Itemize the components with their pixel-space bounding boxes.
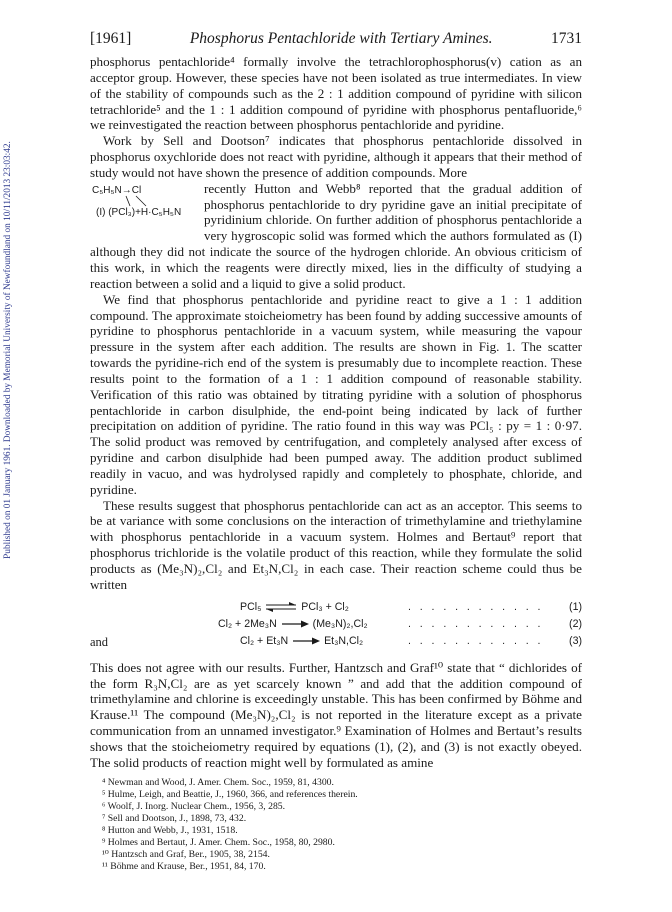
- header-page-number: 1731: [550, 30, 582, 47]
- equation-1: [90, 601, 582, 618]
- equation-3: [90, 635, 582, 652]
- reaction-arrow-icon: [291, 636, 321, 646]
- equation-2-left: Cl₂ + 2Me₃N: [218, 617, 277, 630]
- reference-item: ⁹ Holmes and Bertaut, J. Amer. Chem. Soc., 1958, 80, 2980.: [102, 836, 335, 848]
- structure-figure-I: [90, 181, 200, 243]
- structure-line-1: C₅H₅N→Cl: [92, 184, 142, 196]
- equation-2-number: (2): [569, 617, 582, 630]
- equation-2-right: (Me₃N)₂,Cl₂: [312, 617, 368, 630]
- reference-item: ⁸ Hutton and Webb, J., 1931, 1518.: [102, 824, 238, 836]
- equation-2-expression: [218, 618, 368, 630]
- leader-dots: . . . . . . . . . . . .: [408, 634, 541, 647]
- equation-3-left: Cl₂ + Et₃N: [240, 634, 289, 647]
- equation-1-left: PCl₅: [240, 600, 262, 613]
- header-year: [1961]: [90, 30, 132, 47]
- download-watermark-text: Published on 01 January 1961. Downloaded by Memorial University of Newfoundland on 10/11/2013 23:03:42.: [3, 141, 13, 559]
- download-watermark: [2, 110, 14, 590]
- equation-1-expression: [240, 601, 349, 613]
- paragraph-4: These results suggest that phosphorus pentachloride can act as an acceptor. This seems to be at variance with some conclusions on the interaction of trimethylamine and triethylamine with phosphorus pentachloride in a vacuum system. Holmes and Bertaut⁹ report that phosphorus trichloride is the volatile product of this reaction, while they formulate the solid products as (Me₃N)₂,Cl₂ and Et₃N,Cl₂ in each case. Their reaction scheme could thus be written: [90, 497, 582, 592]
- paragraph-2b: recently Hutton and Webb⁸ reported that the gradual addition of phosphorus pentachloride to dry pyridine gave an initial precipitate of pyridinium chloride. On further addition of phosphorus pentachloride a very hygroscopic solid was formed which the authors formulated as (I) although they did not indicate the source of the hydrogen chloride. An obvious criticism of this work, in which the reagents were directly mixed, lies in the difficulty of studying a reaction between a solid and a liquid to give a solid product.: [90, 180, 582, 291]
- reference-item: ¹¹ Böhme and Krause, Ber., 1951, 84, 170.: [102, 860, 266, 872]
- article-body: [90, 54, 582, 873]
- equation-1-right: PCl₃ + Cl₂: [301, 600, 349, 613]
- leader-dots: . . . . . . . . . . . .: [408, 600, 541, 613]
- reference-item: ⁷ Sell and Dootson, J., 1898, 73, 432.: [102, 812, 247, 824]
- reaction-scheme: [90, 601, 582, 652]
- paragraph-1: phosphorus pentachloride⁴ formally involve the tetrachlorophosphorus(v) cation as an acceptor group. However, these species have not been isolated as true intermediates. In view of the stability of compounds such as the 2 : 1 addition compound of pyridine with silicon tetrachloride⁵ and the 1 : 1 addition compound of pyridine with phosphorus pentafluoride,⁶ we reinvestigated the reaction between phosphorus pentachloride and pyridine.: [90, 54, 582, 133]
- leader-dots: . . . . . . . . . . . .: [408, 617, 541, 630]
- equation-3-prefix: and: [90, 634, 109, 649]
- equation-2: [90, 618, 582, 635]
- equation-1-number: (1): [569, 600, 582, 613]
- equation-3-number: (3): [569, 634, 582, 647]
- structure-line-2: (I) (PCl₃)+H·C₅H₅N: [96, 206, 182, 218]
- equilibrium-arrow-icon: [264, 602, 298, 612]
- reference-item: ⁴ Newman and Wood, J. Amer. Chem. Soc., 1959, 81, 4300.: [102, 776, 334, 788]
- paragraph-2a: Work by Sell and Dootson⁷ indicates that phosphorus pentachloride dissolved in phosphorus oxychloride does not react with pyridine, although it appears that their method of study would not have shown the presence of addition compounds. More: [90, 133, 582, 180]
- equation-3-right: Et₃N,Cl₂: [324, 634, 364, 647]
- header-title: Phosphorus Pentachloride with Tertiary Amines.: [189, 30, 493, 47]
- reference-item: ⁶ Woolf, J. Inorg. Nuclear Chem., 1956, 3, 285.: [102, 800, 286, 812]
- paragraph-3: We find that phosphorus pentachloride and pyridine react to give a 1 : 1 addition compound. The approximate stoicheiometry has been found by adding successive amounts of pyridine to phosphorus pentachloride in a vacuum system, while measuring the vapour pressure in the system after each addition. The results are shown in Fig. 1. The scatter towards the pyridine-rich end of the system is presumably due to incomplete reaction. These results point to the formation of a 1 : 1 addition compound of reasonable stability. Verification of this ratio was obtained by titrating pyridine with a solution of phosphorus pentachloride in carbon disulphide, the end-point being indicated by lack of further precipitation on addition of pyridine. The ratio found in this way was PCl₅ : py = 1 : 0·97. The solid product was removed by centrifugation, and completely analysed after excess of pyridine and carbon disulphide had been pumped away. The addition product sublimed readily in vacuo, and was hydrolysed rapidly and completely to phosphate, chloride, and pyridine.: [90, 291, 582, 497]
- reference-item: ⁵ Hulme, Leigh, and Beattie, J., 1960, 366, and references therein.: [102, 788, 358, 800]
- running-header: [90, 30, 582, 48]
- journal-page: [90, 30, 582, 873]
- equation-3-expression: [240, 635, 363, 647]
- footnote-references: [90, 777, 582, 873]
- paragraph-5: This does not agree with our results. Further, Hantzsch and Graf¹⁰ state that “ dichlorides of the form R₃N,Cl₂ are as yet scarcely known ” and add that the addition compound of trimethylamine and chlorine is exceedingly unstable. This has been confirmed by Böhme and Krause.¹¹ The compound (Me₃N)₂,Cl₂ is not reported in the literature except as a private communication from an unnamed investigator.⁹ Examination of Holmes and Bertaut’s results shows that the stoicheiometry required by equations (1), (2), and (3) is not exactly obeyed. The solid products of reaction might well by formulated as amine: [90, 659, 582, 770]
- reference-item: ¹⁰ Hantzsch and Graf, Ber., 1905, 38, 2154.: [102, 848, 270, 860]
- reaction-arrow-icon: [280, 619, 310, 629]
